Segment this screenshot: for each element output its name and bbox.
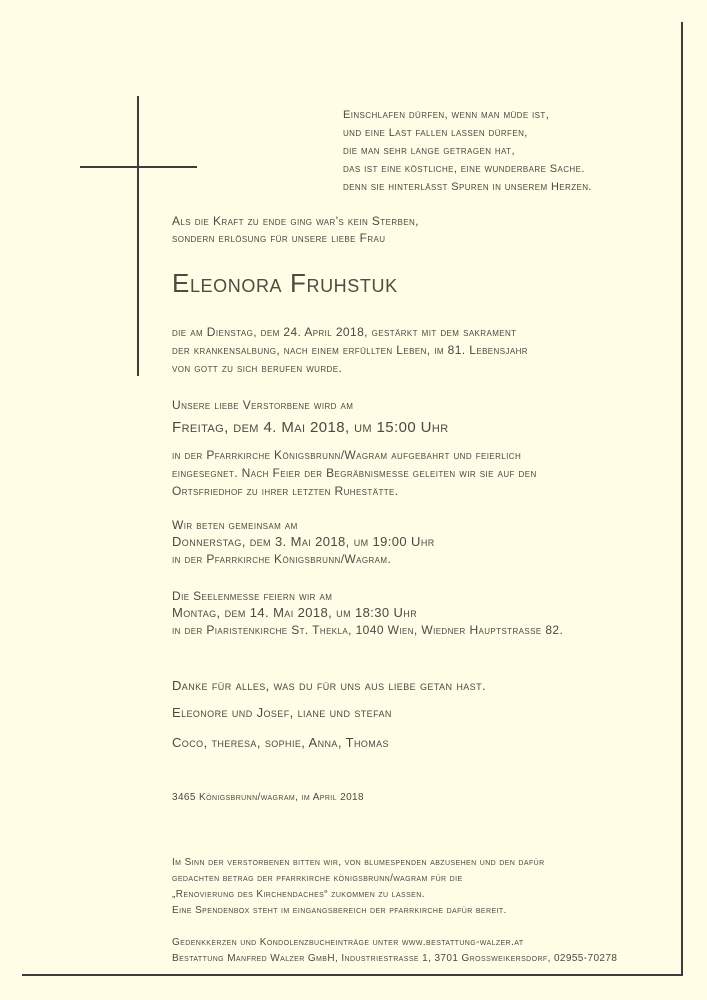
intro-line: sondern erlösung für unsere liebe Frau (172, 231, 386, 245)
funeral-text-line: eingesegnet. Nach Feier der Begräbnismesse geleiten wir sie auf den (172, 466, 537, 480)
prayer-date: Donnerstag, dem 3. Mai 2018, um 19:00 Uhr (172, 534, 435, 549)
funeral-text (172, 446, 537, 500)
death-notice-line: der krankensalbung, nach einem erfüllten Leben, im 81. Lebensjahr (172, 343, 528, 357)
death-notice-line: von gott zu sich berufen wurde. (172, 361, 343, 375)
donation-line: Im Sinn der verstorbenen bitten wir, von blumespenden abzusehen und den dafür (172, 857, 545, 868)
mass-date: Montag, dem 14. Mai 2018, um 18:30 Uhr (172, 605, 418, 620)
donation-line: Eine Spendenbox steht im eingangsbereich der pfarrkirche dafür bereit. (172, 905, 507, 916)
poem-line: Einschlafen dürfen, wenn man müde ist, (343, 109, 550, 121)
cross-icon-horizontal (80, 166, 197, 168)
mass-lead: Die Seelenmesse feiern wir am (172, 589, 333, 603)
mass-place: in der Piaristenkirche St. Thekla, 1040 Wien, Wiedner Hauptstrasse 82. (172, 623, 564, 637)
bottom-border-line (22, 974, 683, 976)
intro (172, 213, 419, 247)
funeral-text-line: in der Pfarrkirche Königsbrunn/Wagram aufgebahrt und feierlich (172, 448, 522, 462)
funeral-lead: Unsere liebe Verstorbene wird am (172, 398, 354, 412)
poem-line: und eine Last fallen lassen dürfen, (343, 127, 528, 139)
death-notice (172, 323, 528, 377)
footer (172, 935, 617, 967)
footer-line: Bestattung Manfred Walzer GmbH, Industriestrasse 1, 3701 Grossweikersdorf, 02955-70278 (172, 953, 618, 964)
family-line: Eleonore und Josef, liane und stefan (172, 705, 392, 720)
poem-line: denn sie hinterlässt Spuren in unserem Herzen. (343, 181, 592, 193)
donation-note (172, 855, 545, 919)
family-line: Coco, theresa, sophie, Anna, Thomas (172, 735, 389, 750)
place-date: 3465 Königsbrunn/wagram, im April 2018 (172, 792, 364, 803)
deceased-name: Eleonora Fruhstuk (172, 268, 398, 298)
donation-line: gedachten betrag der pfarrkirche königsbrunn/wagram für die (172, 873, 463, 884)
funeral-date: Freitag, dem 4. Mai 2018, um 15:00 Uhr (172, 419, 449, 436)
right-border-line (681, 22, 683, 975)
death-notice-line: die am Dienstag, dem 24. April 2018, gestärkt mit dem sakrament (172, 325, 517, 339)
poem-line: die man sehr lange getragen hat, (343, 145, 515, 157)
prayer-place: in der Pfarrkirche Königsbrunn/Wagram. (172, 552, 392, 566)
intro-line: Als die Kraft zu ende ging war's kein Sterben, (172, 214, 419, 228)
cross-icon-vertical (137, 96, 139, 376)
prayer-lead: Wir beten gemeinsam am (172, 518, 298, 532)
poem-line: das ist eine köstliche, eine wunderbare Sache. (343, 163, 585, 175)
poem (343, 106, 592, 196)
thanks: Danke für alles, was du für uns aus liebe getan hast. (172, 678, 486, 693)
funeral-text-line: Ortsfriedhof zu ihrer letzten Ruhestätte. (172, 484, 399, 498)
donation-line: „Renovierung des Kirchendaches“ zukommen zu lassen. (172, 889, 425, 900)
footer-line: Gedenkkerzen und Kondolenzbucheinträge unter www.bestattung-walzer.at (172, 937, 524, 948)
